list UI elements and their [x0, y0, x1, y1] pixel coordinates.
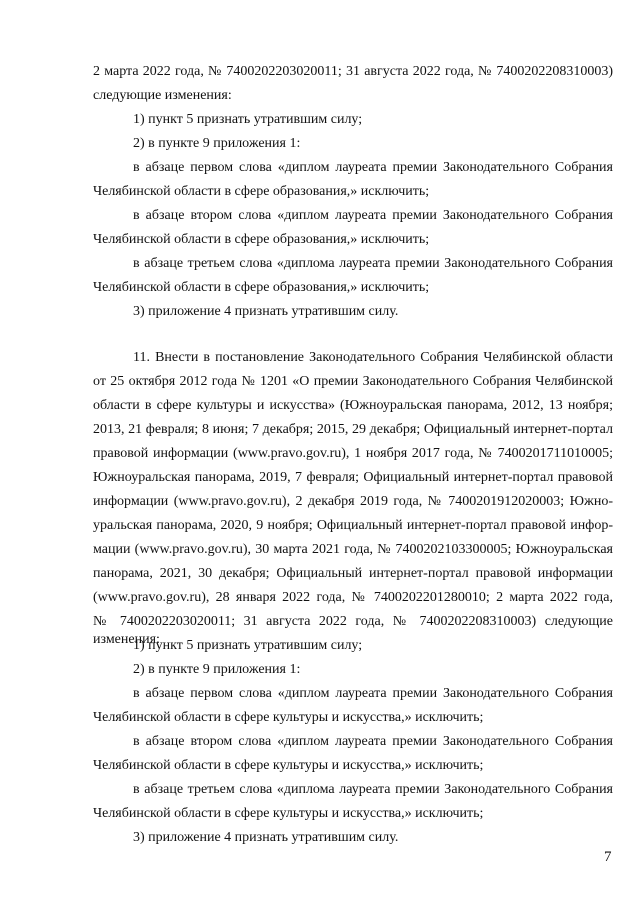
text-line: панорама, 2021, 30 декабря; Официальный интернет-портал правовой информации [93, 566, 613, 581]
list-item: 1) пункт 5 признать утратившим силу; [133, 638, 363, 653]
text-line: мации (www.pravo.gov.ru), 30 марта 2021 года, № 7400202103300005; Южноуральская [93, 542, 613, 557]
text-line: в абзаце третьем слова «диплома лауреата премии Законодательного Собрания [133, 256, 613, 271]
text-line: 2013, 21 февраля; 8 июня; 7 декабря; 2015, 29 декабря; Официальный интернет-портал [93, 422, 613, 437]
text-line: информации (www.pravo.gov.ru), 2 декабря 2019 года, № 7400201912020003; Южно- [93, 494, 613, 509]
text-line: от 25 октября 2012 года № 1201 «О премии Законодательного Собрания Челябинской [93, 374, 613, 389]
text-line: следующие изменения: [93, 88, 232, 103]
text-line: правовой информации (www.pravo.gov.ru), 1 ноября 2017 года, № 7400201711010005; [93, 446, 613, 461]
text-line: в абзаце первом слова «диплом лауреата премии Законодательного Собрания [133, 686, 613, 701]
text-line: уральская панорама, 2020, 9 ноября; Официальный интернет-портал правовой инфор- [93, 518, 613, 533]
text-line: Челябинской области в сфере культуры и искусства,» исключить; [93, 806, 484, 821]
text-line: Челябинской области в сфере образования,» исключить; [93, 232, 430, 247]
list-item: 2) в пункте 9 приложения 1: [133, 662, 301, 677]
text-line: Челябинской области в сфере культуры и искусства,» исключить; [93, 710, 484, 725]
text-line: области в сфере культуры и искусства» (Южноуральская панорама, 2012, 13 ноября; [93, 398, 613, 413]
text-line: № 7400202203020011; 31 августа 2022 года, № 7400202208310003) следующие изменения: [93, 614, 613, 647]
text-line: 2 марта 2022 года, № 7400202203020011; 31 августа 2022 года, № 7400202208310003) [93, 64, 613, 79]
text-line: в абзаце третьем слова «диплома лауреата премии Законодательного Собрания [133, 782, 613, 797]
page-number: 7 [604, 849, 612, 865]
text-line: Челябинской области в сфере образования,» исключить; [93, 184, 430, 199]
list-item: 2) в пункте 9 приложения 1: [133, 136, 301, 151]
text-line: Челябинской области в сфере образования,» исключить; [93, 280, 430, 295]
list-item: 3) приложение 4 признать утратившим силу. [133, 304, 399, 319]
text-line: Южноуральская панорама, 2019, 7 февраля; Официальный интернет-портал правовой [93, 470, 613, 485]
list-item: 1) пункт 5 признать утратившим силу; [133, 112, 363, 127]
text-line: в абзаце втором слова «диплом лауреата премии Законодательного Собрания [133, 208, 613, 223]
text-line: (www.pravo.gov.ru), 28 января 2022 года, № 7400202201280010; 2 марта 2022 года, [93, 590, 613, 605]
text-line: в абзаце втором слова «диплом лауреата премии Законодательного Собрания [133, 734, 613, 749]
list-item: 3) приложение 4 признать утратившим силу. [133, 830, 399, 845]
text-line: Челябинской области в сфере культуры и искусства,» исключить; [93, 758, 484, 773]
paragraph-heading-line: 11. Внести в постановление Законодательного Собрания Челябинской области [133, 350, 613, 365]
text-line: в абзаце первом слова «диплом лауреата премии Законодательного Собрания [133, 160, 613, 175]
